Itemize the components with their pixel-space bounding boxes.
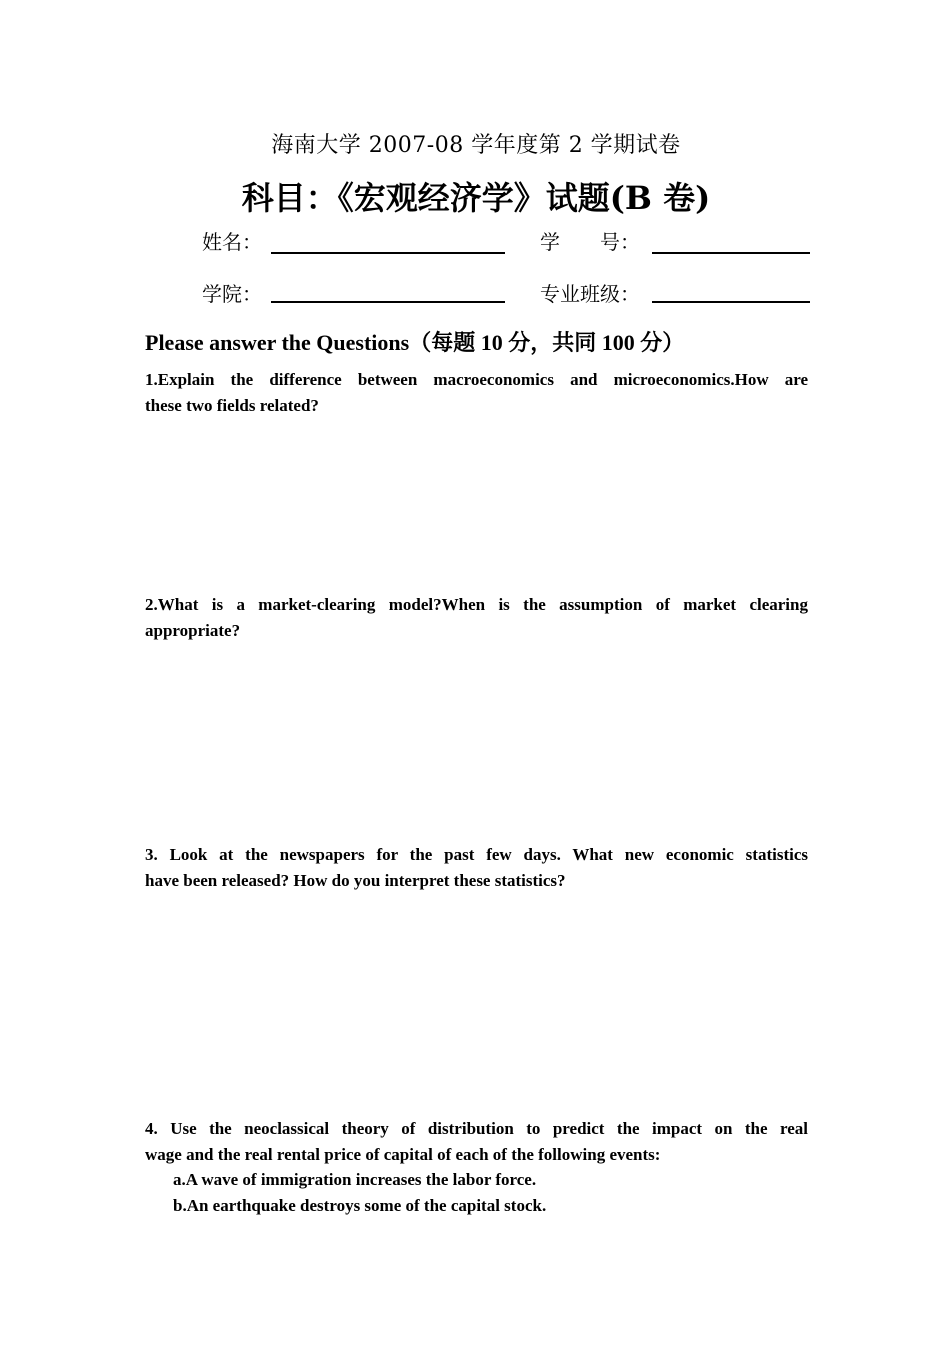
question-4-item-a: a.A wave of immigration increases the labor force. [173, 1170, 537, 1189]
question-1-line-1: 1.Explain the difference between macroeconomics and microeconomics.How are [145, 370, 808, 389]
question-4-line-2: wage and the real rental price of capital of each of the following events: [145, 1144, 661, 1164]
name-field[interactable] [271, 252, 505, 254]
question-4-item-b: b.An earthquake destroys some of the capital stock. [173, 1195, 547, 1215]
question-2-line-2: appropriate? [145, 620, 241, 640]
question-1 [145, 367, 808, 418]
exam-title: 科目：《宏观经济学》试题(B 卷) [241, 179, 711, 217]
question-3-line-2: have been released? How do you interpret these statistics? [145, 870, 566, 890]
major-class-field[interactable] [652, 301, 810, 303]
question-3 [145, 842, 808, 893]
name-label: 姓名： [202, 230, 262, 254]
instructions-heading: Please answer the Questions（每题 10 分，共同 100 分） [145, 330, 685, 355]
college-label: 学院： [202, 282, 262, 306]
question-3-line-1: 3. Look at the newspapers for the past few days. What new economic statistics [145, 845, 808, 864]
question-4 [145, 1116, 808, 1218]
question-2-line-1: 2.What is a market-clearing model?When is the assumption of market clearing [145, 595, 808, 614]
student-id-field[interactable] [652, 252, 810, 254]
question-2 [145, 592, 808, 643]
major-class-label: 专业班级： [540, 282, 640, 306]
question-4-line-1: 4. Use the neoclassical theory of distribution to predict the impact on the real [145, 1119, 808, 1138]
question-1-line-2: these two fields related? [145, 395, 319, 415]
college-field[interactable] [271, 301, 505, 303]
school-term-line: 海南大学 2007-08 学年度第 2 学期试卷 [271, 133, 681, 158]
student-id-label: 学 号： [540, 230, 640, 254]
